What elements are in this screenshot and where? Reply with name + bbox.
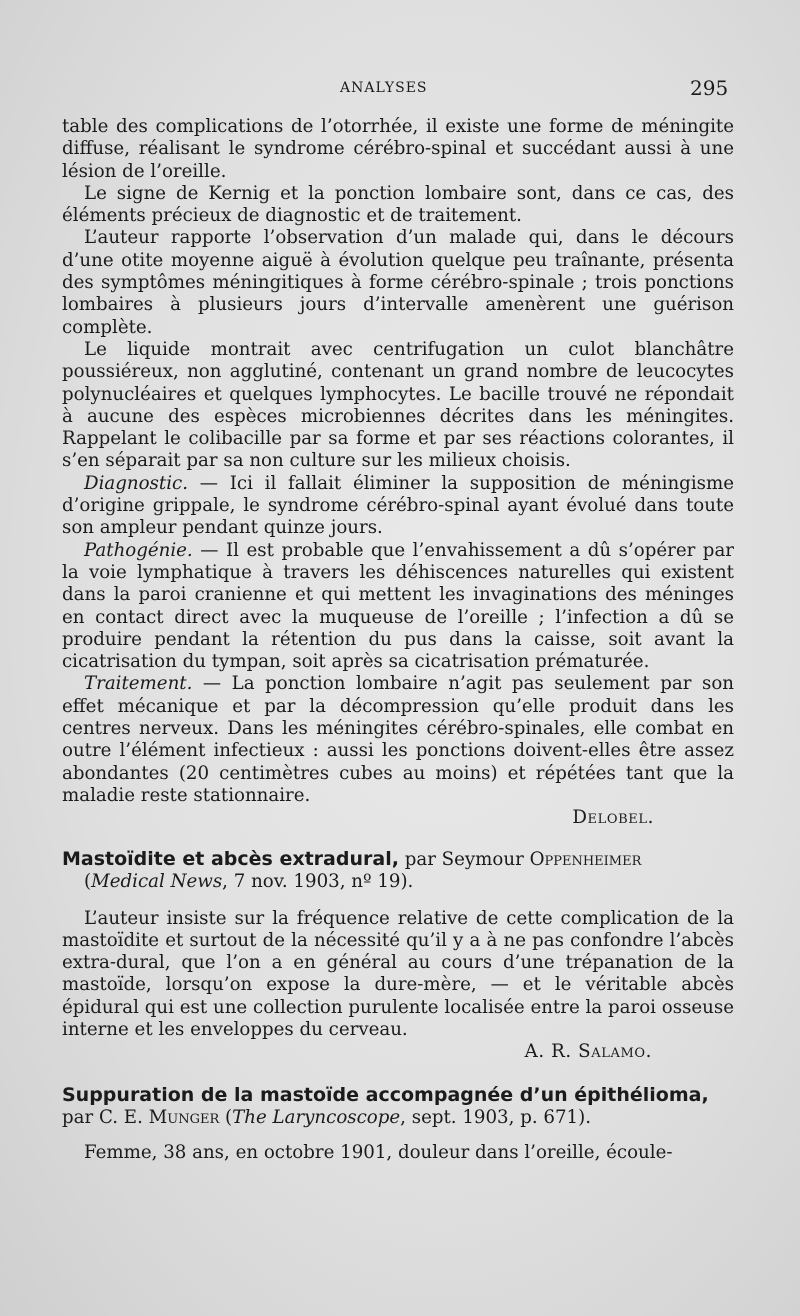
article-byline: par C. E. — [62, 1107, 149, 1129]
source-open-paren: ( — [219, 1107, 233, 1129]
paragraph-continuation: table des complications de l’otorrhée, il existe une forme de méningite diffuse, réalisant le syndrome cérébro-spinal et succédant aussi à une lésion de l’oreille. — [62, 116, 734, 182]
article-heading-mastoidite — [62, 848, 734, 894]
paragraph-femme: Femme, 38 ans, en octobre 1901, douleur dans l’oreille, écoule- — [84, 1141, 673, 1163]
source-journal: The Laryncoscope — [232, 1107, 401, 1129]
traitement-text: — La ponction lombaire n’agit pas seulement par son effet mécanique et par la décompression qu’elle produit dans les centres nerveux. Dans les méningites cérébro-spinales, elle combat en outre l’élément infectieux : aussi les ponctions doivent-elles être assez abondantes (20 centimètres cubes au moins) et répétées tant que la maladie reste stationnaire. — [62, 673, 734, 806]
paragraph-kernig: Le signe de Kernig et la ponction lombaire sont, dans ce cas, des éléments précieux de diagnostic et de traitement. — [62, 182, 734, 227]
pathogenie-label: Pathogénie. — [84, 539, 193, 561]
paragraph-abces: L’auteur insiste sur la fréquence relative de cette complication de la mastoïdite et surtout de la nécessité qu’il y a à ne pas confondre l’abcès extra-dural, que l’on a en général au cours d’une trépanation de la mastoïde, lorsqu’on expose la dure-mère, — et le véritable abcès épidural qui est une collection purulente localisée entre la paroi osseuse interne et les enveloppes du cerveau. — [62, 907, 734, 1040]
paragraph-traitement — [62, 673, 734, 807]
paragraph-observation: L’auteur rapporte l’observation d’un malade qui, dans le décours d’une otite moyenne aiguë à évolution quelque peu traînante, présenta des symptômes méningitiques à forme cérébro-spinale ; trois ponctions lombaires à plusieurs jours d’intervalle amenèrent une guérison complète. — [62, 227, 734, 338]
source-details: , sept. 1903, p. 671). — [400, 1107, 591, 1129]
article-source — [62, 871, 734, 894]
signature-delobel: Delobel. — [572, 807, 654, 829]
running-title: ANALYSES — [340, 80, 428, 96]
article-title-mastoidite: Mastoïdite et abcès extradural, — [62, 847, 399, 870]
paragraph-liquide: Le liquide montrait avec centrifugation un culot blanchâtre poussiéreux, non agglutiné, contenant un grand nombre de leucocytes polynucléaires et quelques lymphocytes. Le bacille trouvé ne répondait à aucune des espèces microbiennes décrites dans les méningites. Rappelant le colibacille par sa forme et par ses réactions colorantes, il s’en séparait par sa non culture sur les milieux choisis. — [62, 338, 734, 472]
page-header — [0, 76, 800, 102]
text-body — [62, 116, 734, 1164]
signature-salamo: A. R. Salamo. — [524, 1041, 652, 1063]
article-heading-suppuration — [62, 1084, 734, 1130]
page-number: 295 — [690, 76, 729, 100]
article-byline: par Seymour — [398, 848, 530, 870]
article-title-suppuration: Suppuration de la mastoïde accompagnée d’un épithélioma, — [62, 1083, 709, 1106]
diagnostic-text: — Ici il fallait éliminer la supposition de méningisme d’origine grippale, le syndrome cérébro-spinal ayant évolué dans toute son ampleur pendant quinze jours. — [62, 472, 734, 539]
traitement-label: Traitement. — [84, 673, 193, 695]
diagnostic-label: Diagnostic. — [84, 472, 188, 494]
article-author: Munger — [148, 1107, 220, 1129]
source-open-paren: ( — [84, 871, 92, 892]
paragraph-pathogenie — [62, 540, 734, 674]
paragraph-diagnostic — [62, 473, 734, 540]
source-details: , 7 nov. 1903, nº 19). — [222, 871, 414, 892]
pathogenie-text: — Il est probable que l’envahissement a dû s’opérer par la voie lymphatique à travers les déhiscences naturelles qui existent dans la paroi cranienne et qui mettent les invaginations des méninges en contact direct avec la muqueuse de l’oreille ; l’infection a dû se produire pendant la rétention du pus dans la caisse, soit avant la cicatrisation du tympan, soit après sa cicatrisation prématurée. — [62, 539, 734, 673]
source-journal: Medical News — [91, 871, 223, 892]
article-author: Oppenheimer — [529, 848, 642, 870]
